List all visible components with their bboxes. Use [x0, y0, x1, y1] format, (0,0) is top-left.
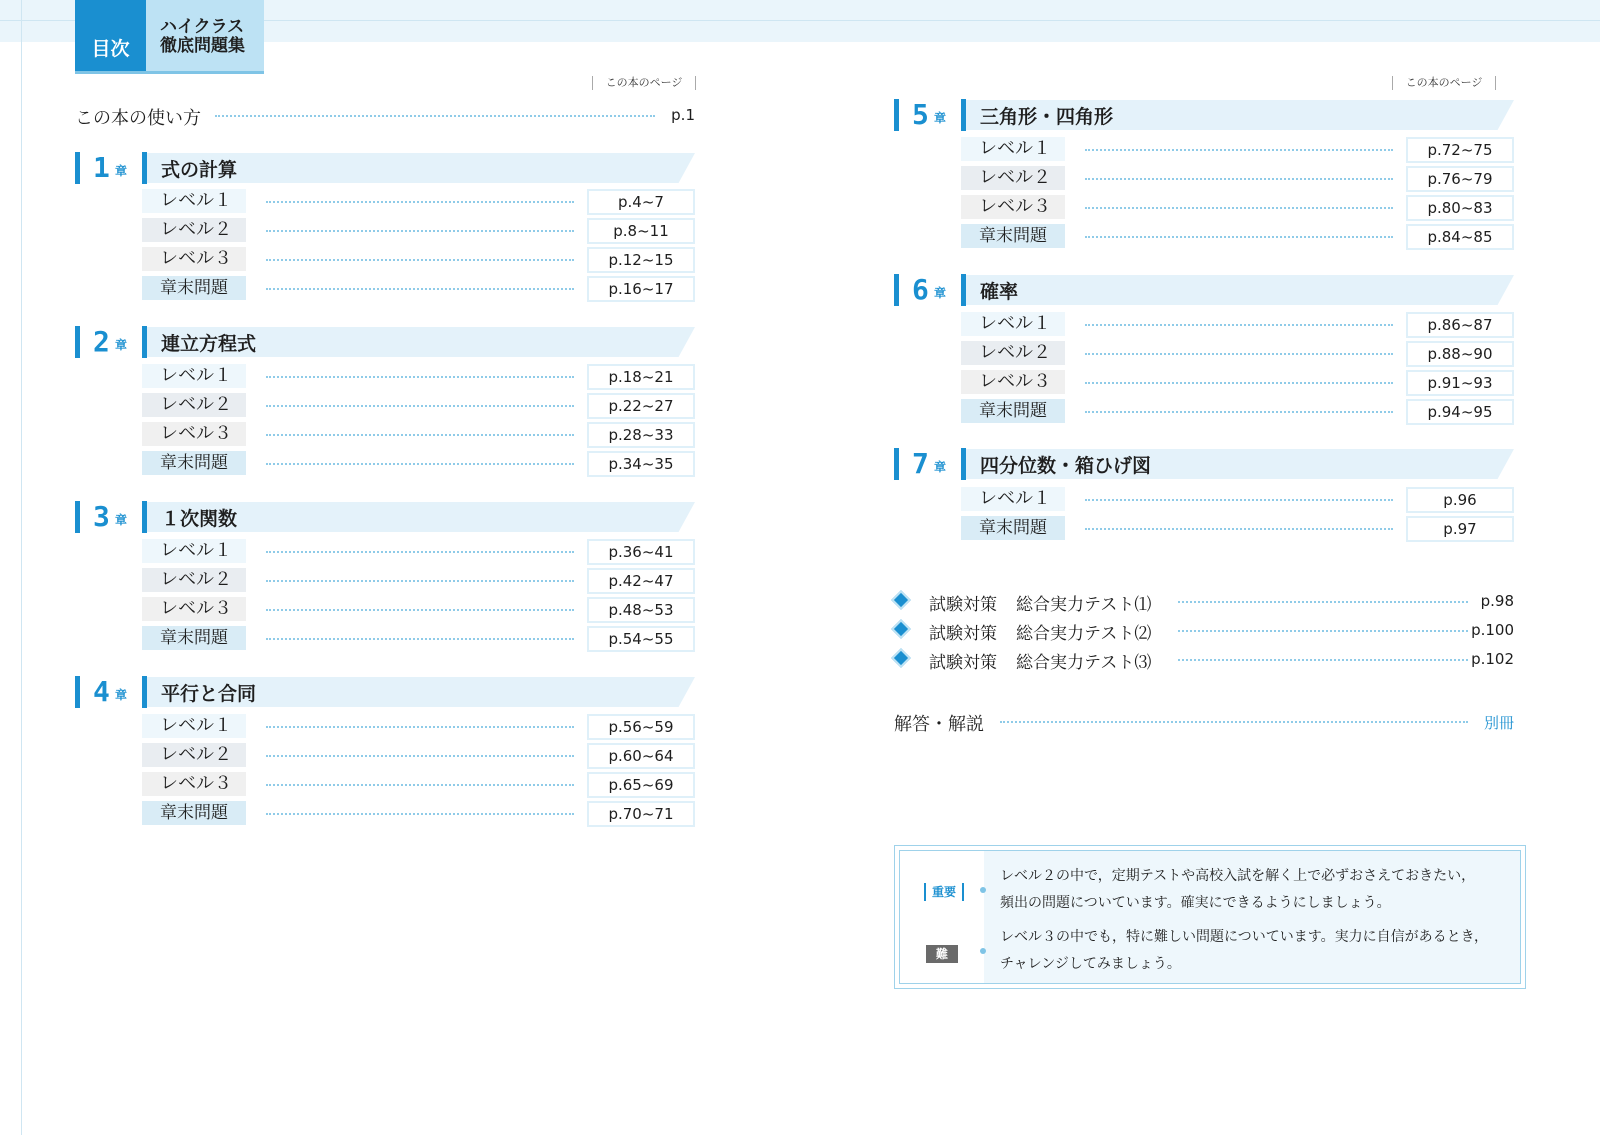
chapter-marker: 章: [934, 460, 947, 474]
row-label: 章末問題: [142, 276, 246, 300]
leader-dots: [1085, 324, 1393, 326]
row-page: p.56~59: [587, 714, 695, 740]
difficult-description: [1000, 924, 1510, 978]
toc-row[interactable]: [142, 451, 695, 475]
exam-page: p.100: [1471, 621, 1514, 639]
toc-row[interactable]: [142, 539, 695, 563]
leader-dots: [266, 551, 574, 553]
chapter-bar: [75, 152, 80, 184]
chapter-bar: [961, 99, 966, 131]
row-page: p.72~75: [1406, 137, 1514, 163]
leader-dots: [1085, 236, 1393, 238]
chapter-header[interactable]: [75, 676, 695, 708]
leader-dots: [266, 376, 574, 378]
chapter-marker: 章: [115, 513, 128, 527]
row-label: レベル２: [961, 341, 1065, 365]
row-page: p.48~53: [587, 597, 695, 623]
leader-dots: [1178, 659, 1468, 661]
toc-row[interactable]: [142, 568, 695, 592]
row-label: レベル１: [142, 189, 246, 213]
chapter-bar: [75, 326, 80, 358]
row-page: p.4~7: [587, 189, 695, 215]
leader-dots: [215, 115, 655, 117]
diamond-icon: [891, 648, 911, 668]
row-page: p.18~21: [587, 364, 695, 390]
bullet-dot: [980, 887, 986, 893]
chapter-number: 2: [93, 325, 110, 358]
important-line-1: レベル２の中で，定期テストや高校入試を解く上で必ずおさえておきたい，: [1000, 868, 1476, 884]
chapter-header[interactable]: [75, 326, 695, 358]
toc-row[interactable]: [961, 166, 1514, 190]
toc-row[interactable]: [142, 218, 695, 242]
answers-label: 解答・解説: [894, 714, 984, 735]
row-page: p.70~71: [587, 801, 695, 827]
chapter-header[interactable]: [75, 501, 695, 533]
exam-title: 総合実力テスト⑵: [1016, 624, 1152, 644]
toc-label: 目次: [91, 38, 130, 60]
important-line-2: 頻出の問題についています。確実にできるようにしましょう。: [1000, 895, 1391, 911]
chapter-bar: [75, 676, 80, 708]
toc-row[interactable]: [142, 626, 695, 650]
difficult-line-1: レベル３の中でも，特に難しい問題についています。実力に自信があるとき，: [1000, 929, 1489, 945]
chapter-number: 7: [912, 447, 929, 480]
toc-row[interactable]: [142, 189, 695, 213]
row-page: p.94~95: [1406, 399, 1514, 425]
chapter-number: 6: [912, 273, 929, 306]
leader-dots: [266, 813, 574, 815]
row-label: レベル３: [142, 772, 246, 796]
leader-dots: [266, 405, 574, 407]
toc-row[interactable]: [961, 370, 1514, 394]
row-page: p.86~87: [1406, 312, 1514, 338]
leader-dots: [266, 638, 574, 640]
row-page: p.8~11: [587, 218, 695, 244]
toc-row[interactable]: [961, 399, 1514, 423]
row-label: レベル３: [142, 422, 246, 446]
chapter-bar: [961, 274, 966, 306]
row-page: p.84~85: [1406, 224, 1514, 250]
row-label: レベル２: [142, 568, 246, 592]
row-label: レベル２: [142, 218, 246, 242]
difficult-tag: 難: [926, 945, 958, 963]
row-page: p.96: [1406, 487, 1514, 513]
row-label: 章末問題: [142, 801, 246, 825]
chapter-title: 四分位数・箱ひげ図: [980, 455, 1152, 477]
leader-dots: [1085, 499, 1393, 501]
row-page: p.12~15: [587, 247, 695, 273]
row-page: p.22~27: [587, 393, 695, 419]
chapter-bar: [894, 274, 899, 306]
chapter-title: 平行と合同: [161, 683, 257, 705]
leader-dots: [266, 230, 574, 232]
row-page: p.54~55: [587, 626, 695, 652]
chapter-marker: 章: [115, 164, 128, 178]
leader-dots: [1085, 382, 1393, 384]
chapter-number: 5: [912, 98, 929, 131]
toc-row[interactable]: [142, 743, 695, 767]
leader-dots: [266, 755, 574, 757]
chapter-marker: 章: [115, 688, 128, 702]
leader-dots: [1178, 601, 1468, 603]
row-label: レベル２: [142, 393, 246, 417]
leader-dots: [1085, 411, 1393, 413]
leader-dots: [266, 434, 574, 436]
important-description: [1000, 863, 1510, 917]
chapter-bar: [75, 501, 80, 533]
row-label: レベル３: [142, 247, 246, 271]
chapter-marker: 章: [115, 338, 128, 352]
leader-dots: [266, 609, 574, 611]
row-label: 章末問題: [961, 399, 1065, 423]
chapter-title: 確率: [980, 281, 1019, 303]
exam-entry-3[interactable]: [894, 648, 1514, 673]
leader-dots: [266, 259, 574, 261]
leader-dots: [266, 201, 574, 203]
leader-dots: [266, 463, 574, 465]
exam-label: 試験対策: [929, 653, 997, 673]
row-label: レベル３: [961, 195, 1065, 219]
row-page: p.91~93: [1406, 370, 1514, 396]
row-label: レベル３: [142, 597, 246, 621]
toc-row[interactable]: [142, 276, 695, 300]
chapter-marker: 章: [934, 286, 947, 300]
exam-entry-1[interactable]: [894, 590, 1514, 615]
toc-row[interactable]: [961, 137, 1514, 161]
toc-row[interactable]: [142, 714, 695, 738]
tab-underline: [75, 71, 264, 74]
row-label: レベル１: [961, 137, 1065, 161]
leader-dots: [1085, 149, 1393, 151]
row-page: p.97: [1406, 516, 1514, 542]
row-label: 章末問題: [142, 451, 246, 475]
chapter-bar: [142, 152, 147, 184]
chapter-bar: [142, 676, 147, 708]
row-label: レベル１: [142, 364, 246, 388]
leader-dots: [1085, 528, 1393, 530]
column-header-left: この本のページ: [592, 76, 696, 90]
diamond-icon: [891, 619, 911, 639]
row-label: レベル２: [961, 166, 1065, 190]
row-label: レベル１: [961, 487, 1065, 511]
exam-page: p.98: [1480, 592, 1514, 610]
toc-row[interactable]: [142, 364, 695, 388]
chapter-number: 3: [93, 500, 110, 533]
exam-title: 総合実力テスト⑶: [1016, 653, 1152, 673]
toc-row[interactable]: [961, 516, 1514, 540]
row-label: レベル１: [142, 539, 246, 563]
chapter-number: 4: [93, 675, 110, 708]
toc-row[interactable]: [142, 422, 695, 446]
chapter-bar: [961, 448, 966, 480]
column-header-right: この本のページ: [1392, 76, 1496, 90]
toc-row[interactable]: [142, 247, 695, 271]
row-label: 章末問題: [961, 516, 1065, 540]
chapter-band: [966, 275, 1514, 305]
diamond-icon: [891, 590, 911, 610]
row-page: p.42~47: [587, 568, 695, 594]
chapter-title: １次関数: [161, 508, 238, 530]
chapter-bar: [142, 326, 147, 358]
toc-row[interactable]: [961, 195, 1514, 219]
row-page: p.36~41: [587, 539, 695, 565]
row-page: p.80~83: [1406, 195, 1514, 221]
chapter-title: 連立方程式: [161, 333, 257, 355]
leader-dots: [1085, 207, 1393, 209]
usage-entry[interactable]: [75, 104, 695, 129]
row-page: p.16~17: [587, 276, 695, 302]
exam-title: 総合実力テスト⑴: [1016, 595, 1152, 615]
book-title-tab: [146, 0, 264, 71]
row-page: p.28~33: [587, 422, 695, 448]
toc-row[interactable]: [961, 312, 1514, 336]
row-label: 章末問題: [142, 626, 246, 650]
row-label: レベル１: [142, 714, 246, 738]
bullet-dot: [980, 948, 986, 954]
answers-entry[interactable]: [894, 710, 1514, 735]
book-title-line1: ハイクラス: [160, 17, 245, 37]
chapter-marker: 章: [934, 111, 947, 125]
row-label: レベル１: [961, 312, 1065, 336]
row-label: レベル２: [142, 743, 246, 767]
exam-entry-2[interactable]: [894, 619, 1514, 644]
exam-label: 試験対策: [929, 624, 997, 644]
chapter-title: 三角形・四角形: [980, 106, 1114, 128]
chapter-header[interactable]: [894, 448, 1514, 480]
leader-dots: [266, 580, 574, 582]
leader-dots: [266, 288, 574, 290]
leader-dots: [1085, 178, 1393, 180]
row-page: p.60~64: [587, 743, 695, 769]
usage-page: p.1: [671, 106, 695, 124]
toc-tab: [75, 0, 146, 71]
row-label: 章末問題: [961, 224, 1065, 248]
row-page: p.88~90: [1406, 341, 1514, 367]
row-page: p.76~79: [1406, 166, 1514, 192]
leader-dots: [1000, 721, 1468, 723]
toc-row[interactable]: [142, 597, 695, 621]
legend-box: [894, 845, 1526, 989]
toc-row[interactable]: [142, 772, 695, 796]
usage-label: この本の使い方: [75, 108, 201, 129]
important-tag: 重要: [924, 883, 964, 901]
chapter-bar: [894, 99, 899, 131]
row-page: p.34~35: [587, 451, 695, 477]
exam-label: 試験対策: [929, 595, 997, 615]
leader-dots: [1178, 630, 1468, 632]
legend-box-inner: [899, 850, 1521, 984]
row-page: p.65~69: [587, 772, 695, 798]
row-label: レベル３: [961, 370, 1065, 394]
chapter-bar: [894, 448, 899, 480]
answers-page: 別冊: [1483, 714, 1514, 732]
chapter-header[interactable]: [894, 99, 1514, 131]
toc-row[interactable]: [142, 801, 695, 825]
chapter-title: 式の計算: [161, 159, 238, 181]
book-title-line2: 徹底問題集: [160, 36, 245, 56]
exam-page: p.102: [1471, 650, 1514, 668]
toc-row[interactable]: [961, 487, 1514, 511]
toc-row[interactable]: [142, 393, 695, 417]
leader-dots: [1085, 353, 1393, 355]
difficult-line-2: チャレンジしてみましょう。: [1000, 956, 1181, 972]
toc-row[interactable]: [961, 224, 1514, 248]
chapter-number: 1: [93, 151, 110, 184]
chapter-bar: [142, 501, 147, 533]
left-guide-line: [21, 0, 22, 1135]
leader-dots: [266, 726, 574, 728]
toc-row[interactable]: [961, 341, 1514, 365]
chapter-header[interactable]: [75, 152, 695, 184]
leader-dots: [266, 784, 574, 786]
chapter-header[interactable]: [894, 274, 1514, 306]
